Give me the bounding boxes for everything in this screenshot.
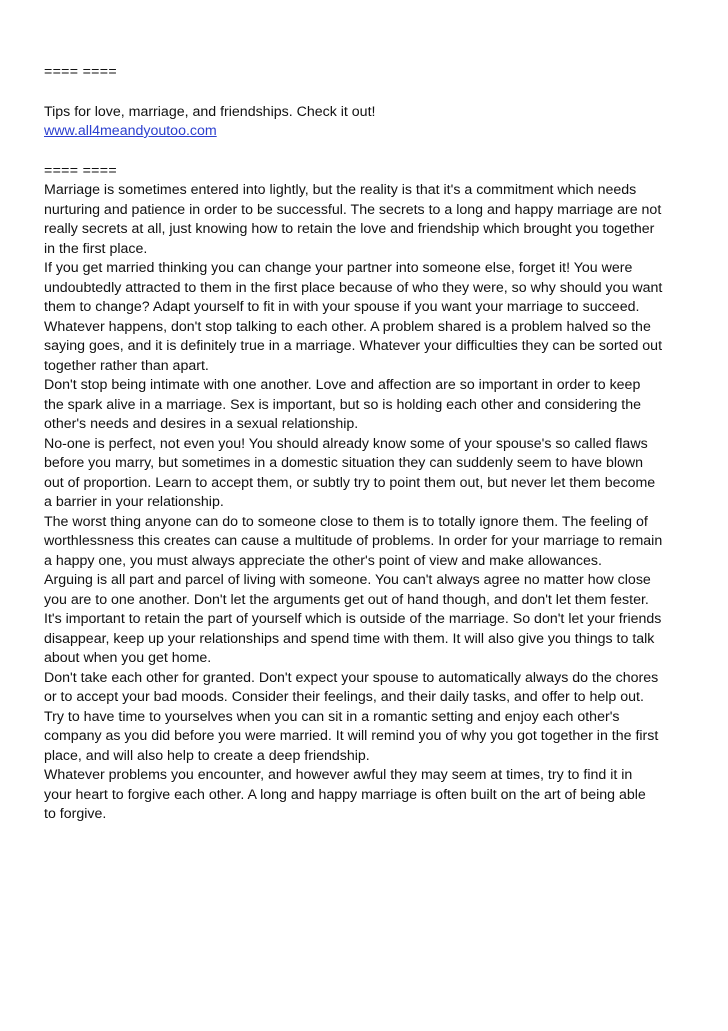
intro-paragraph [44, 181, 692, 259]
body-line: If you get married thinking you can change your partner into someone else, forget it! You were [44, 260, 633, 276]
body-line: Don't stop being intimate with one another. Love and affection are so important in order to keep [44, 377, 641, 393]
body-line: Try to have time to yourselves when you can sit in a romantic setting and enjoy each other's [44, 708, 620, 725]
body-line: Arguing is all part and parcel of living with someone. You can't always agree no matter how close [44, 572, 651, 588]
body-line: disappear, keep up your relationships and spend time with them. It will also give you things to talk [44, 630, 655, 647]
intro-line: really secrets at all, just knowing how to retain the love and friendship which brought you together [44, 221, 655, 237]
body-line: saying goes, and it is definitely true in a marriage. Whatever your difficulties they can be sorted out [44, 338, 663, 354]
body-line: before you marry, but sometimes in a domestic situation they can suddenly seem to have blown [44, 455, 644, 471]
body-line: together rather than apart. [44, 357, 209, 374]
tip-text: Tips for love, marriage, and friendships. Check it out! [44, 103, 376, 120]
body-line: undoubtedly attracted to them in the first place because of who they were, so why should you want [44, 279, 663, 296]
body-text [44, 259, 692, 825]
body-line: No-one is perfect, not even you! You should already know some of your spouse's so called flaws [44, 435, 648, 452]
body-line: Whatever happens, don't stop talking to each other. A problem shared is a problem halved so the [44, 318, 651, 335]
body-line: place, and will also help to create a deep friendship. [44, 747, 370, 764]
body-line: a barrier in your relationship. [44, 494, 224, 510]
body-line: your heart to forgive each other. A long and happy marriage is often built on the art of being able [44, 786, 646, 803]
intro-line: in the first place. [44, 240, 148, 257]
body-line: other's needs and desires in a sexual relationship. [44, 416, 359, 432]
body-line: them to change? Adapt yourself to fit in with your spouse if you want your marriage to succeed. [44, 299, 640, 315]
body-line: a happy one, you must always appreciate the other's point of view and make allowances. [44, 552, 602, 569]
body-line: you are to one another. Don't let the arguments get out of hand though, and don't let them fester. [44, 591, 649, 608]
body-line: company as you did before you were married. It will remind you of why you got together in the first [44, 728, 659, 744]
separator-top: ==== ==== [44, 64, 117, 80]
body-line: worthlessness this creates can cause a multitude of problems. In order for your marriage to remain [44, 533, 663, 549]
intro-line: nurturing and patience in order to be successful. The secrets to a long and happy marriage are not [44, 201, 662, 218]
body-line: to forgive. [44, 806, 107, 822]
body-line: It's important to retain the part of yourself which is outside of the marriage. So don't let your friends [44, 611, 662, 627]
separator-bottom: ==== ==== [44, 162, 117, 179]
intro-line: Marriage is sometimes entered into lightly, but the reality is that it's a commitment which needs [44, 182, 637, 198]
document-content [44, 63, 692, 825]
body-line: Whatever problems you encounter, and however awful they may seem at times, try to find it in [44, 767, 633, 783]
body-line: out of proportion. Learn to accept them, or subtly try to point them out, but never let them become [44, 474, 656, 491]
body-line: or to accept your bad moods. Consider their feelings, and their daily tasks, and offer to help out. [44, 689, 644, 705]
body-line: Don't take each other for granted. Don't expect your spouse to automatically always do the chores [44, 669, 659, 686]
body-line: The worst thing anyone can do to someone close to them is to totally ignore them. The feeling of [44, 513, 648, 530]
body-line: about when you get home. [44, 650, 212, 666]
website-link[interactable]: www.all4meandyoutoo.com [44, 123, 217, 139]
body-line: the spark alive in a marriage. Sex is important, but so is holding each other and considering the [44, 396, 641, 413]
